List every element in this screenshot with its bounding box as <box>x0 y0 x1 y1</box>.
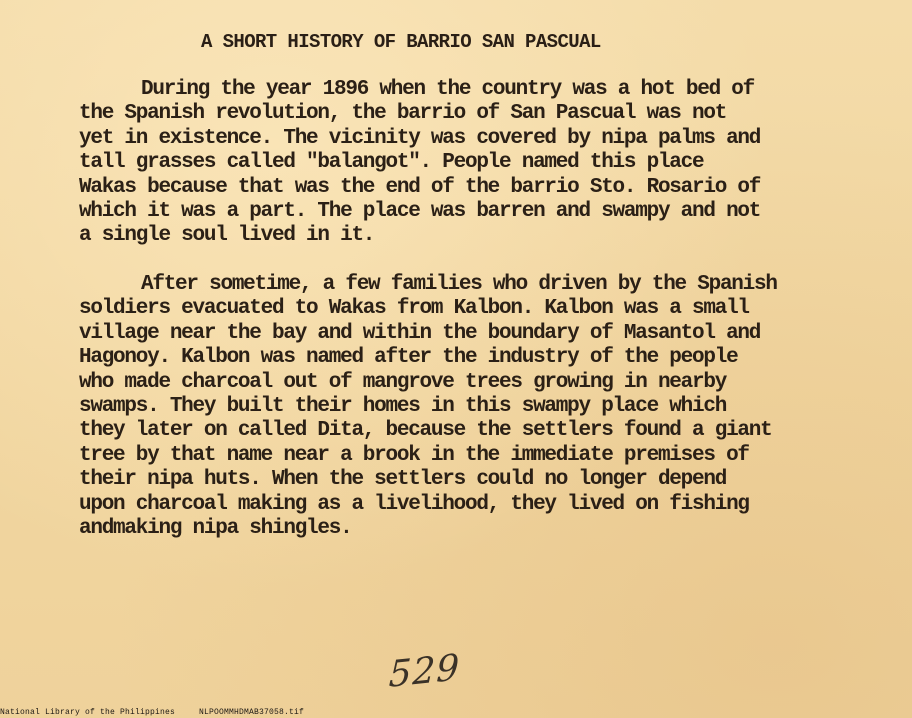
footer-library-name: National Library of the Philippines <box>0 708 176 717</box>
paragraph-line: tall grasses called "balangot". People named this place <box>79 151 704 175</box>
paragraph-line: their nipa huts. When the settlers could no longer depend <box>79 468 727 492</box>
paragraph-2 <box>79 273 839 541</box>
paragraph-line: they later on called Dita, because the settlers found a giant <box>79 419 772 443</box>
paragraph-line: a single soul lived in it. <box>79 224 375 248</box>
paragraph-line: upon charcoal making as a livelihood, they lived on fishing <box>79 492 749 516</box>
paragraph-line: After sometime, a few families who driven by the Spanish <box>141 273 777 296</box>
paragraph-1 <box>79 78 839 249</box>
paragraph-line: soldiers evacuated to Wakas from Kalbon. Kalbon was a small <box>79 297 749 321</box>
paragraph-line: which it was a part. The place was barren and swampy and not <box>79 200 761 224</box>
paragraph-line: who made charcoal out of mangrove trees growing in nearby <box>79 370 727 394</box>
paragraph-line: andmaking nipa shingles. <box>79 517 352 541</box>
paragraph-line: During the year 1896 when the country was a hot bed of <box>141 78 755 101</box>
paragraph-line: yet in existence. The vicinity was covered by nipa palms and <box>79 126 761 150</box>
paragraph-line: village near the bay and within the boundary of Masantol and <box>79 321 761 345</box>
footer-filename: NLPOOMMHDMAB37058.tif <box>199 708 305 717</box>
paragraph-line: the Spanish revolution, the barrio of San Pascual was not <box>79 102 727 126</box>
paragraph-line: tree by that name near a brook in the immediate premises of <box>79 443 749 467</box>
document-title: A SHORT HISTORY OF BARRIO SAN PASCUAL <box>201 31 601 53</box>
handwritten-page-number: 529 <box>388 647 461 696</box>
paragraph-line: Hagonoy. Kalbon was named after the industry of the people <box>79 346 738 370</box>
paragraph-line: Wakas because that was the end of the barrio Sto. Rosario of <box>79 175 761 199</box>
paragraph-line: swamps. They built their homes in this swampy place which <box>79 395 727 419</box>
